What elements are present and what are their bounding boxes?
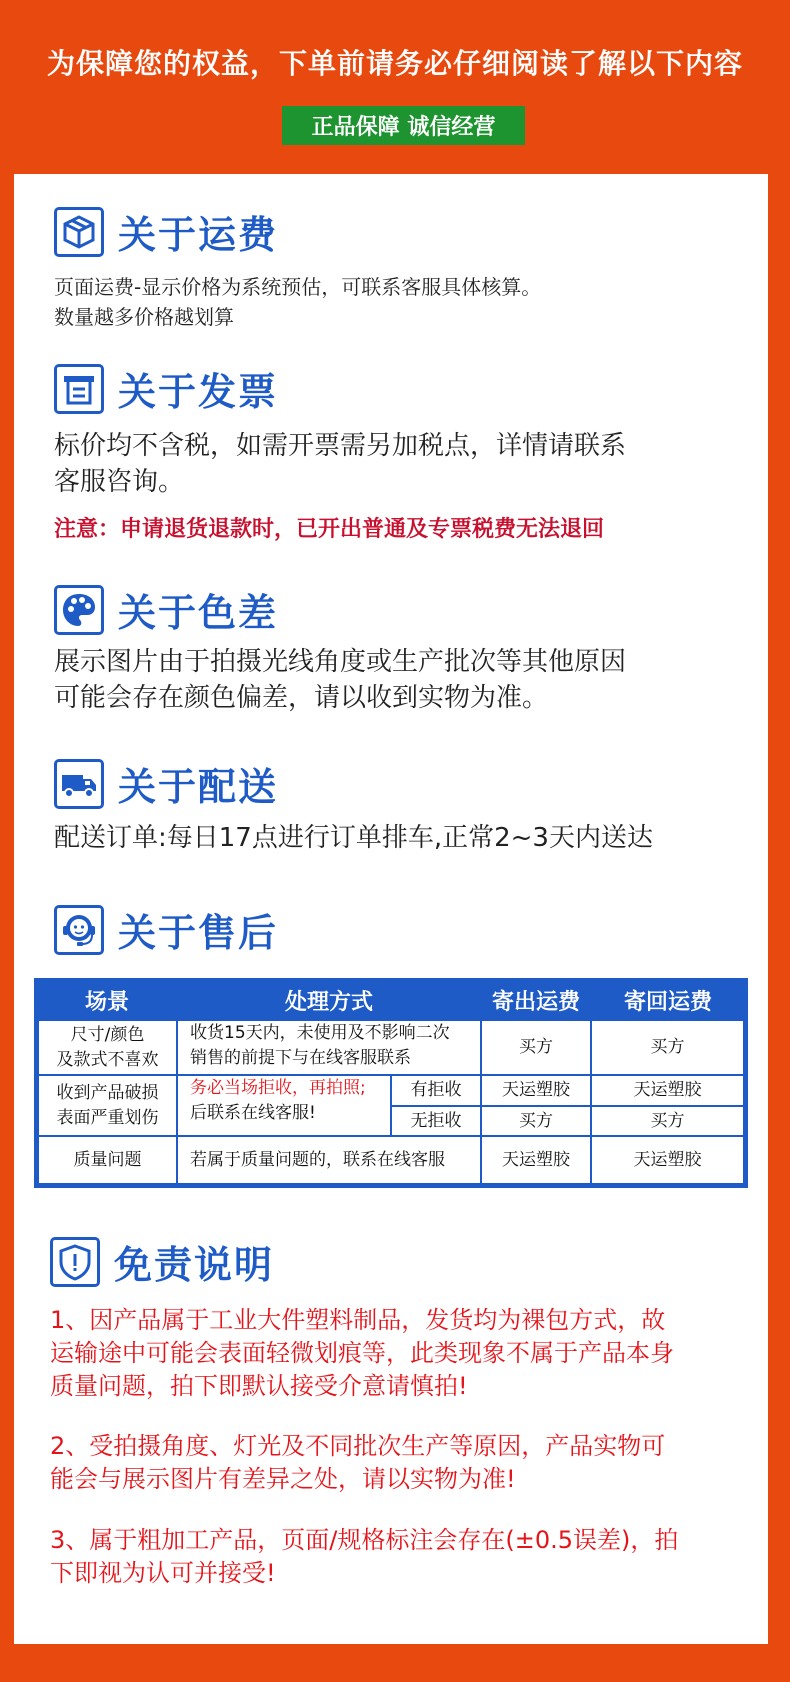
delivery-text: 配送订单:每日17点进行订单排车,正常2~3天内送达 [54,823,653,853]
page-title: 为保障您的权益，下单前请务必仔细阅读了解以下内容 [46,47,743,80]
shipping-header [54,204,278,259]
invoice-text-1: 标价均不含税，如需开票需另加税点，详情请联系 [54,431,627,461]
color-text-1: 展示图片由于拍摄光线角度或生产批次等其他原因 [54,647,627,677]
disclaimer-p2-line1: 2、受拍摄角度、灯光及不同批次生产等原因，产品实物可 [50,1432,666,1460]
row2-scene-line1: 收到产品破损 [56,1082,159,1103]
disclaimer-p1-line3: 质量问题，拍下即默认接受介意请慎拍! [50,1372,468,1400]
disclaimer-title: 免责说明 [114,1243,275,1287]
aftersale-title: 关于售后 [118,911,279,955]
row2-send-2: 买方 [480,1105,592,1137]
row1-return: 买方 [590,1019,745,1076]
disclaimer-p3-line2: 下即视为认可并接受! [50,1559,276,1587]
row2-method-line1: 务必当场拒收，再拍照; [190,1078,366,1098]
row1-method [176,1019,482,1076]
table-row [37,1019,178,1076]
row1-scene-line1: 尺寸/颜色 [70,1024,145,1045]
shipping-text-1: 页面运费-显示价格为系统预估，可联系客服具体核算。 [54,275,542,299]
row2-method [176,1074,392,1137]
header-scene: 场景 [84,989,129,1015]
row1-send: 买方 [480,1019,592,1076]
row3-method: 若属于质量问题的，联系在线客服 [176,1135,482,1185]
invoice-title: 关于发票 [118,370,279,414]
row2-return-2: 买方 [590,1105,745,1137]
quality-badge: 正品保障 诚信经营 [282,106,525,145]
table-row [37,1074,178,1137]
shipping-text-2: 数量越多价格越划算 [54,305,234,329]
invoice-warning: 注意：申请退货退款时，已开出普通及专票税费无法退回 [54,517,605,542]
row3-send: 天运塑胶 [480,1135,592,1185]
aftersale-table [34,978,748,1188]
row2-send-1: 天运塑胶 [480,1074,592,1107]
shield-icon [50,1237,100,1287]
row2-return-1: 天运塑胶 [590,1074,745,1107]
headset-icon [54,905,104,955]
palette-icon [54,585,104,635]
row2-method-line2: 后联系在线客服! [190,1103,316,1123]
aftersale-header [54,902,278,957]
disclaimer-header [50,1234,274,1289]
row1-method-line1: 收货15天内，未使用及不影响二次 [190,1023,450,1043]
header-send-fee: 寄出运费 [491,989,580,1015]
row3-scene: 质量问题 [37,1135,178,1185]
row1-scene-line2: 及款式不喜欢 [56,1049,159,1070]
row1-method-line2: 销售的前提下与在线客服联系 [190,1048,411,1068]
delivery-title: 关于配送 [118,765,279,809]
disclaimer-p2-line2: 能会与展示图片有差异之处，请以实物为准! [50,1465,516,1493]
color-header [54,582,278,637]
disclaimer-p1-line2: 运输途中可能会表面轻微划痕等，此类现象不属于产品本身 [50,1339,674,1367]
header-return-fee: 寄回运费 [623,989,712,1015]
disclaimer-p1-line1: 1、因产品属于工业大件塑料制品，发货均为裸包方式，故 [50,1306,666,1334]
row3-return: 天运塑胶 [590,1135,745,1185]
table-header-row [37,981,745,1019]
row2-sub-not-refused: 无拒收 [390,1105,482,1137]
truck-icon [54,759,104,809]
shipping-title: 关于运费 [118,213,279,257]
header-method: 处理方式 [284,989,373,1015]
row2-scene-line2: 表面严重划伤 [56,1107,159,1128]
box-icon [54,207,104,257]
delivery-header [54,756,278,811]
invoice-text-2: 客服咨询。 [54,467,185,497]
row2-sub-refused: 有拒收 [390,1074,482,1107]
content-panel [14,174,768,1644]
receipt-icon [54,364,104,414]
color-text-2: 可能会存在颜色偏差，请以收到实物为准。 [54,683,549,713]
invoice-header [54,361,278,416]
disclaimer-p3-line1: 3、属于粗加工产品，页面/规格标注会存在(±0.5误差)，拍 [50,1526,679,1554]
color-title: 关于色差 [118,591,279,635]
